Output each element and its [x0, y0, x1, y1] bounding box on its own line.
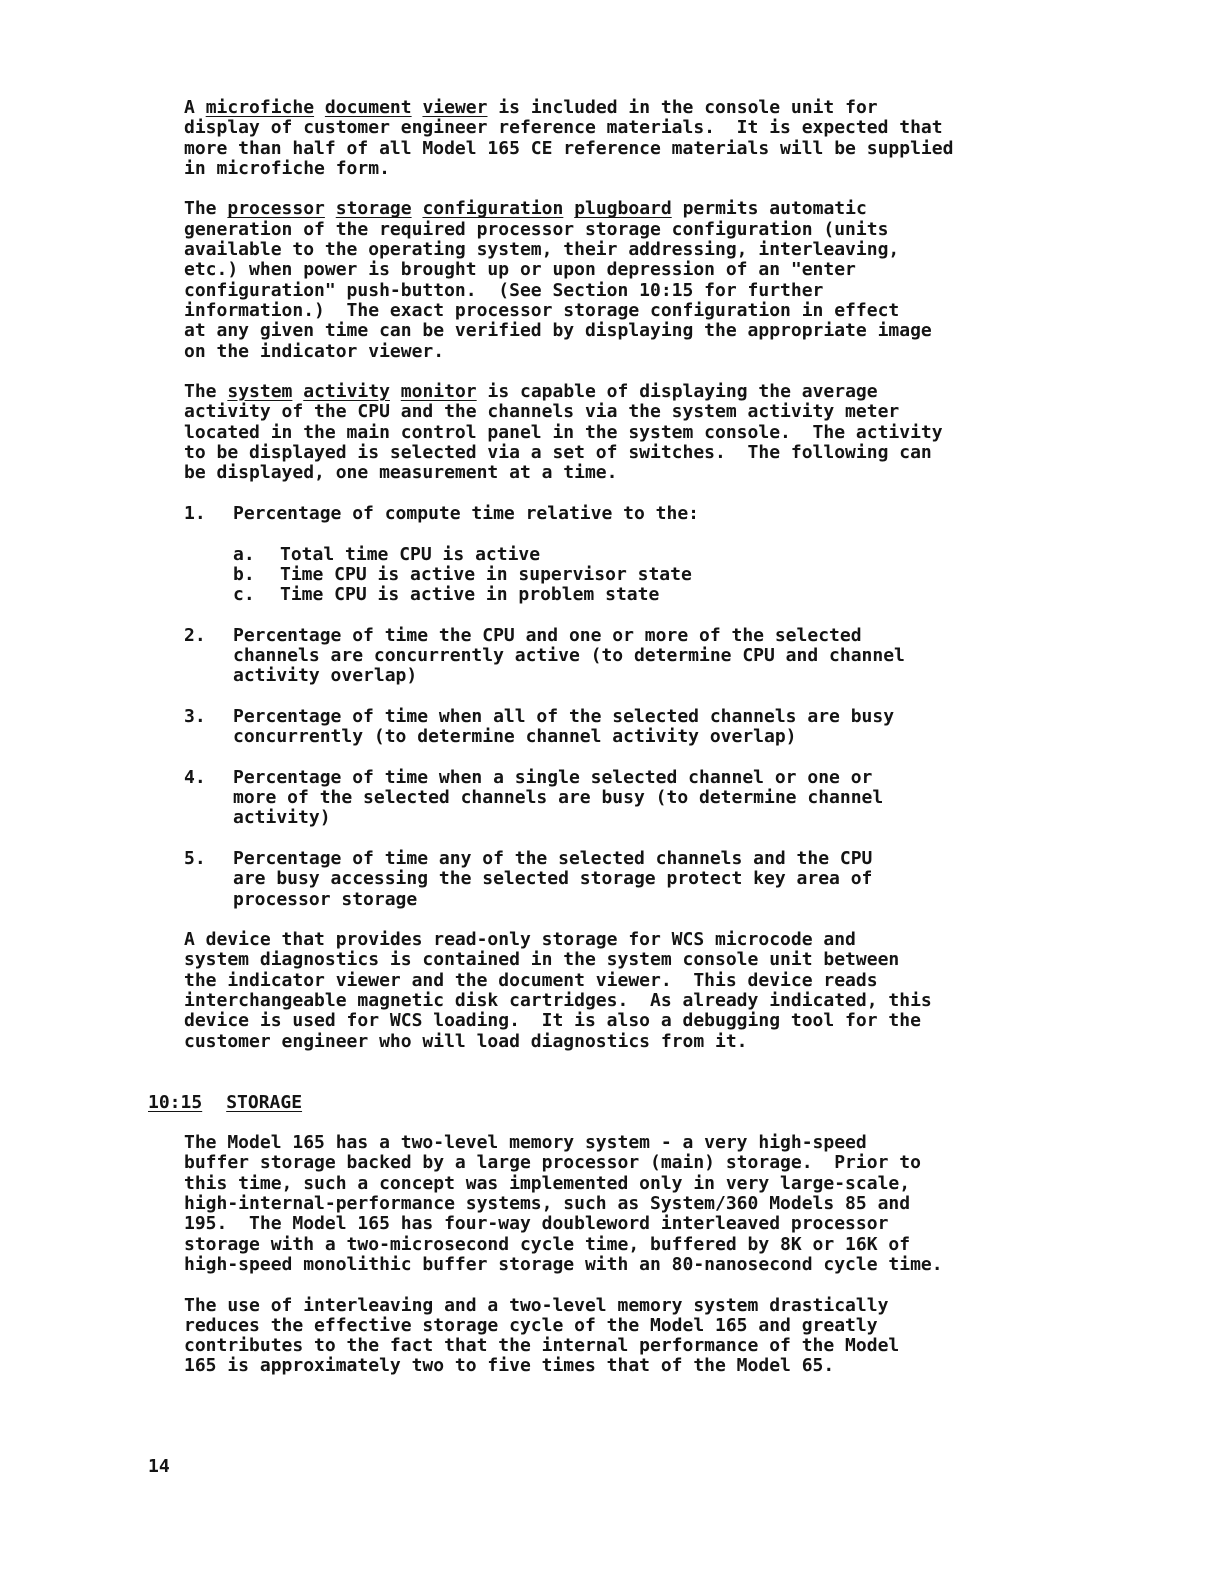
text	[563, 198, 574, 219]
page-number: 14	[148, 1456, 170, 1477]
underlined-term: document	[324, 97, 412, 118]
paragraph-activity-monitor	[148, 382, 1208, 483]
paragraph-read-only-storage-device: A device that provides read-only storage for WCS microcode and system diagnostics is contained in the system console unit between the indicator viewer and the document viewer. This device reads interchangeable magnetic disk cartridges. As already indicated, this device is used for WCS loading. It is also a debugging tool for the customer engineer who will load diagnostics from it.	[184, 929, 932, 1052]
section-number: 10:15	[148, 1091, 203, 1113]
text	[390, 381, 401, 402]
paragraph-microfiche-viewer	[148, 98, 1208, 179]
sub-list-text: Time CPU is active in supervisor state	[280, 563, 692, 585]
sub-list-text: Time CPU is active in problem state	[280, 584, 660, 606]
text	[412, 97, 423, 118]
list-item	[148, 626, 1208, 687]
underlined-term: viewer	[422, 97, 488, 118]
list-item-text: Percentage of time when all of the selected channels are busy concurrently (to determine channel activity overlap)	[233, 705, 895, 748]
underlined-term: storage	[335, 198, 412, 220]
underlined-term: configuration	[422, 198, 564, 220]
text	[314, 97, 325, 118]
list-item-text: Percentage of time when a single selected channel or one or more of the selected channels are busy (to determine channel activity)	[233, 766, 884, 829]
list-item-number: 2.	[184, 624, 206, 646]
list-item	[148, 504, 1208, 524]
paragraph-interleaving: The use of interleaving and a two-level memory system drastically reduces the effective storage cycle of the Model 165 and greatly contributes to the fact that the internal performance of the Model 165 is approximately two to five times that of the Model 65.	[184, 1294, 900, 1377]
list-item-text: Percentage of compute time relative to the:	[233, 502, 699, 524]
section-title: STORAGE	[226, 1091, 303, 1113]
measurement-list	[148, 504, 1208, 910]
list-item	[148, 849, 1208, 910]
document-page	[148, 98, 1208, 1397]
text	[412, 198, 423, 219]
sub-list-item	[148, 565, 1208, 585]
sub-list-text: Total time CPU is active	[280, 543, 541, 565]
list-item	[148, 707, 1208, 748]
text	[325, 198, 336, 219]
paragraph-plugboard	[148, 199, 1208, 361]
paragraph-text: permits automatic generation of the required processor storage configuration (units available to the operating system, their addressing, interleaving, etc.) when power is brought up or upon depression of an "enter configuration" push-button. (See Section 10:15 for further information.) The exact processor storage configuration in effect at any given time can be verified by displaying the appropriate image on the indicator viewer.	[184, 198, 932, 362]
list-item-number: 4.	[184, 766, 206, 788]
underlined-term: plugboard	[574, 198, 672, 220]
sub-list-letter: a.	[233, 543, 255, 565]
underlined-term: monitor	[400, 381, 477, 403]
underlined-term: microfiche	[205, 97, 315, 118]
section-heading	[148, 1093, 1208, 1113]
sub-list-letter: c.	[233, 584, 255, 606]
text: The	[184, 381, 228, 403]
sub-list	[148, 545, 1208, 606]
paragraph-text: is included in the console unit for display of customer engineer reference materials. It is expected that more than half of all Model 165 CE reference materials will be supplied in microfiche form.	[184, 97, 954, 179]
list-item-number: 3.	[184, 705, 206, 727]
text: A	[184, 97, 206, 118]
list-item-text: Percentage of time any of the selected channels and the CPU are busy accessing the selected storage protect key area of processor storage	[233, 847, 873, 910]
text	[292, 381, 303, 402]
underlined-term: processor	[227, 198, 325, 220]
sub-list-letter: b.	[233, 563, 255, 585]
list-item-text: Percentage of time the CPU and one or more of the selected channels are concurrently active (to determine CPU and channel activity overlap)	[233, 624, 905, 687]
paragraph-text: is capable of displaying the average activity of the CPU and the channels via the system activity meter located in the main control panel in the system console. The activity to be displayed is selected via a set of switches. The following can be displayed, one measurement at a time.	[184, 381, 943, 484]
paragraph-two-level-memory: The Model 165 has a two-level memory system - a very high-speed buffer storage backed by a large processor (main) storage. Prior to this time, such a concept was implemented only in very large-scale, high-internal-performance systems, such as System/360 Models 85 and 195. The Model 165 has four-way doubleword interleaved processor storage with a two-microsecond cycle time, buffered by 8K or 16K of high-speed monolithic buffer storage with an 80-nanosecond cycle time.	[184, 1132, 943, 1275]
sub-list-item	[148, 585, 1208, 605]
underlined-term: activity	[303, 381, 390, 403]
underlined-term: system	[227, 381, 293, 403]
sub-list-item	[148, 545, 1208, 565]
list-item-number: 1.	[184, 502, 206, 524]
list-item-number: 5.	[184, 847, 206, 869]
text: The	[184, 198, 228, 220]
list-item	[148, 768, 1208, 829]
